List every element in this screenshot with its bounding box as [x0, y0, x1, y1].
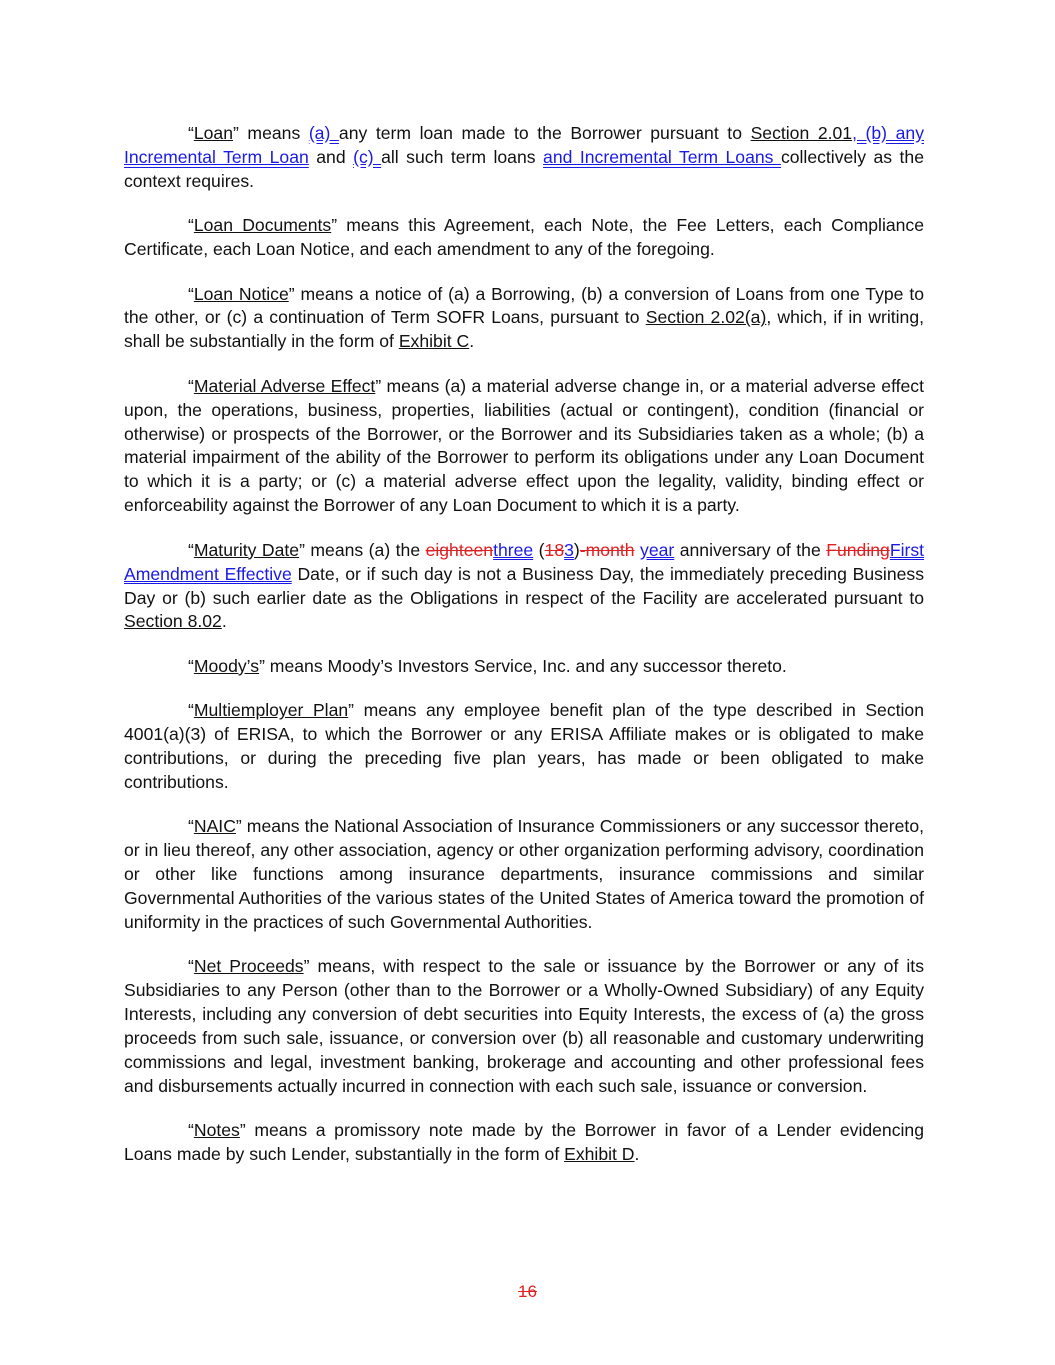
defined-term-net-proceeds: Net Proceeds — [193, 956, 304, 977]
defined-term-multiemployer-plan: Multiemployer Plan — [193, 700, 349, 721]
definition-naic: “NAIC” means the National Association of Insurance Commissioners or any successor thereto, or in lieu thereof, any other association, agency or other organization performing advisory, coordination or other like functions among insurance departments, insurance commissions and similar Governmental Authorities of the various states of the United States of America toward the promotion of uniformity in the practices of such Governmental Authorities. — [124, 816, 924, 932]
deleted-text: -month — [579, 539, 635, 560]
inserted-text: First Amendment Effective — [124, 539, 925, 584]
section-reference: Section 2.02(a) — [645, 307, 767, 328]
defined-term-naic: NAIC — [193, 816, 236, 837]
definition-loan-documents: “Loan Documents” means this Agreement, each Note, the Fee Letters, each Compliance Certificate, each Loan Notice, and each amendment to any of the foregoing. — [124, 215, 925, 260]
inserted-text: (a) — [308, 123, 339, 143]
definition-notes: “Notes” means a promissory note made by the Borrower in favor of a Lender evidencing Loans made by such Lender, substantially in the form of Exhibit D. — [124, 1120, 924, 1165]
exhibit-reference: Exhibit D — [564, 1144, 635, 1165]
definition-maturity-date: “Maturity Date” means (a) the eighteenthree (183)-month year anniversary of the FundingFirst Amendment Effective Date, or if such day is not a Business Day, the immediately preceding Business Day or (b) such earlier date as the Obligations in respect of the Facility are accelerated pursuant to Section 8.02. — [124, 539, 925, 632]
defined-term-loan-documents: Loan Documents — [193, 215, 332, 236]
definition-multiemployer-plan: “Multiemployer Plan” means any employee benefit plan of the type described in Section 4001(a)(3) of ERISA, to which the Borrower or any ERISA Affiliate makes or is obligated to make contributions, or during the preceding five plan years, has made or been obligated to make contributions. — [124, 700, 924, 792]
inserted-text: , (b) any Incremental Term Loan — [124, 123, 924, 167]
definition-loan-notice: “Loan Notice” means a notice of (a) a Borrowing, (b) a conversion of Loans from one Type to the other, or (c) a continuation of Term SOFR Loans, pursuant to Section 2.02(a), which, if in writing, shall be substantially in the form of Exhibit C. — [124, 283, 924, 352]
deleted-text: Funding — [826, 539, 890, 560]
section-reference: Section 2.01 — [750, 123, 853, 143]
section-reference: Section 8.02 — [124, 611, 222, 632]
page-number: 16 — [518, 1282, 537, 1301]
defined-term-notes: Notes — [193, 1120, 240, 1141]
inserted-text: 3 — [564, 539, 574, 560]
definition-moodys: “Moody’s” means Moody’s Investors Service, Inc. and any successor thereto. — [188, 655, 787, 676]
deleted-text: 18 — [544, 539, 565, 560]
deleted-text: eighteen — [425, 539, 494, 560]
document-page — [124, 122, 924, 1188]
defined-term-moodys: Moody’s — [193, 655, 260, 676]
inserted-text: three — [493, 539, 534, 560]
defined-term-loan: Loan — [193, 123, 233, 143]
defined-term-material-adverse-effect: Material Adverse Effect — [193, 375, 376, 396]
definition-net-proceeds: “Net Proceeds” means, with respect to the sale or issuance by the Borrower or any of its Subsidiaries to any Person (other than to the Borrower or a Wholly-Owned Subsidiary) of any Equity Interests, including any conversion of debt securities into Equity Interests, the excess of (a) the gross proceeds from such sale, issuance, or conversion over (b) all reasonable and customary underwriting commissions and legal, investment banking, brokerage and accounting and other professional fees and disbursements actually incurred in connection with each such sale, issuance or conversion. — [124, 956, 924, 1096]
inserted-text: and Incremental Term Loans — [543, 146, 781, 167]
definition-material-adverse-effect: “Material Adverse Effect” means (a) a material adverse change in, or a material adverse effect upon, the operations, business, properties, liabilities (actual or contingent), condition (financial or otherwise) or prospects of the Borrower, or the Borrower and its Subsidiaries taken as a whole; (b) a material impairment of the ability of the Borrower to perform its obligations under any Loan Document to which it is a party; or (c) a material adverse effect upon the legality, validity, binding effect or enforceability against the Borrower of any Loan Document to which it is a party. — [124, 375, 924, 516]
defined-term-loan-notice: Loan Notice — [193, 283, 289, 304]
definition-loan: “Loan” means (a) any term loan made to the Borrower pursuant to Section 2.01, (b) any Incremental Term Loan and (c) all such term loans and Incremental Term Loans collectively as the context requires. — [124, 123, 924, 191]
exhibit-reference: Exhibit C — [398, 331, 470, 352]
inserted-text: (c) — [353, 146, 382, 167]
inserted-text: year — [640, 539, 675, 560]
defined-term-maturity-date: Maturity Date — [193, 539, 300, 560]
